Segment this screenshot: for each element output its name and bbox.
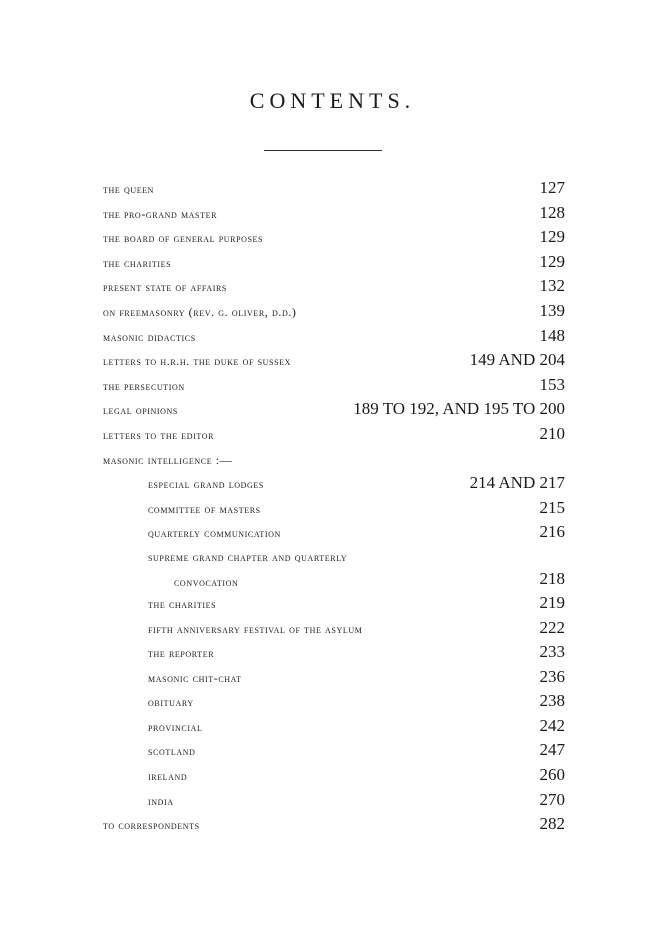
entry-page: 132 — [539, 276, 565, 296]
toc-sub-entry[interactable] — [103, 788, 565, 813]
entry-label: fifth anniversary festival of the asylum — [148, 621, 363, 636]
toc-sub-entry[interactable] — [103, 665, 565, 690]
entry-label: letters to h.r.h. the duke of sussex — [103, 354, 292, 369]
table-of-contents — [103, 176, 565, 837]
entry-page: 216 — [539, 522, 565, 542]
page-title: CONTENTS. — [249, 88, 416, 113]
entry-page: 148 — [539, 325, 565, 345]
entry-page: 214 AND 217 — [469, 473, 565, 493]
toc-entry[interactable] — [103, 422, 565, 447]
toc-sub-entry[interactable] — [103, 714, 565, 739]
entry-page: 238 — [539, 691, 565, 711]
entry-label: supreme grand chapter and quarterly — [148, 549, 348, 564]
toc-sub-entry[interactable] — [103, 738, 565, 763]
entry-page: 260 — [539, 765, 565, 785]
toc-sub-entry[interactable] — [103, 545, 565, 591]
entry-label: masonic chit-chat — [148, 670, 242, 685]
toc-sub-entry[interactable] — [103, 763, 565, 788]
entry-page: 222 — [539, 617, 565, 637]
entry-label: committee of masters — [148, 501, 261, 516]
entry-label: the charities — [148, 596, 217, 611]
entry-page: 236 — [539, 666, 565, 686]
entry-page: 129 — [539, 227, 565, 247]
entry-label: obituary — [148, 695, 194, 710]
entry-page: 153 — [539, 374, 565, 394]
entry-page: 139 — [539, 300, 565, 320]
toc-entry[interactable] — [103, 348, 565, 373]
entry-label: on freemasonry (rev. g. oliver, d.d.) — [103, 304, 297, 319]
toc-entry[interactable] — [103, 201, 565, 226]
entry-label: scotland — [148, 744, 196, 759]
entry-label: legal opinions — [103, 403, 178, 418]
toc-entry[interactable] — [103, 176, 565, 201]
toc-entry[interactable] — [103, 373, 565, 398]
entry-label: the pro-grand master — [103, 206, 218, 221]
entry-label: quarterly communication — [148, 526, 281, 541]
toc-entry[interactable] — [103, 324, 565, 349]
toc-sub-entry[interactable] — [103, 520, 565, 545]
entry-label: masonic didactics — [103, 329, 196, 344]
entry-page: 210 — [539, 423, 565, 443]
entry-page: 282 — [539, 814, 565, 834]
entry-label: to correspondents — [103, 818, 200, 833]
toc-entry[interactable] — [103, 225, 565, 250]
toc-entry[interactable] — [103, 397, 565, 422]
entry-label: especial grand lodges — [148, 477, 264, 492]
entry-label: ireland — [148, 769, 188, 784]
toc-sub-entry[interactable] — [103, 689, 565, 714]
entry-page: 128 — [539, 202, 565, 222]
toc-entry[interactable] — [103, 274, 565, 299]
entry-page: 270 — [539, 789, 565, 809]
entry-label: the queen — [103, 182, 155, 196]
toc-sub-entry[interactable] — [103, 640, 565, 665]
entry-label: india — [148, 793, 174, 808]
entry-page: 129 — [539, 251, 565, 271]
entry-label: the reporter — [148, 646, 215, 661]
entry-page: 247 — [539, 740, 565, 760]
title-rule — [264, 150, 382, 151]
entry-label-continued: convocation — [174, 574, 239, 589]
entry-page: 218 — [539, 568, 565, 588]
toc-sub-entry[interactable] — [103, 471, 565, 496]
entry-page: 127 — [539, 178, 565, 197]
entry-label: the board of general purposes — [103, 231, 264, 246]
entry-page: 242 — [539, 715, 565, 735]
entry-label: provincial — [148, 719, 203, 734]
entry-label: present state of affairs — [103, 280, 227, 295]
entry-page: 215 — [539, 497, 565, 517]
toc-sub-entry[interactable] — [103, 616, 565, 641]
entry-label: letters to the editor — [103, 427, 215, 442]
toc-entry[interactable] — [103, 299, 565, 324]
entry-label: the charities — [103, 255, 172, 270]
entry-page: 189 TO 192, AND 195 TO 200 — [353, 399, 565, 419]
entry-page: 233 — [539, 642, 565, 662]
entry-label: masonic intelligence :— — [103, 452, 233, 467]
toc-sub-entry[interactable] — [103, 591, 565, 616]
entry-page: 219 — [539, 592, 565, 612]
toc-entry[interactable] — [103, 250, 565, 275]
entry-label: the persecution — [103, 378, 185, 393]
toc-entry[interactable] — [103, 447, 565, 472]
toc-entry[interactable] — [103, 812, 565, 837]
toc-sub-entry[interactable] — [103, 496, 565, 521]
entry-page: 149 AND 204 — [469, 350, 565, 370]
